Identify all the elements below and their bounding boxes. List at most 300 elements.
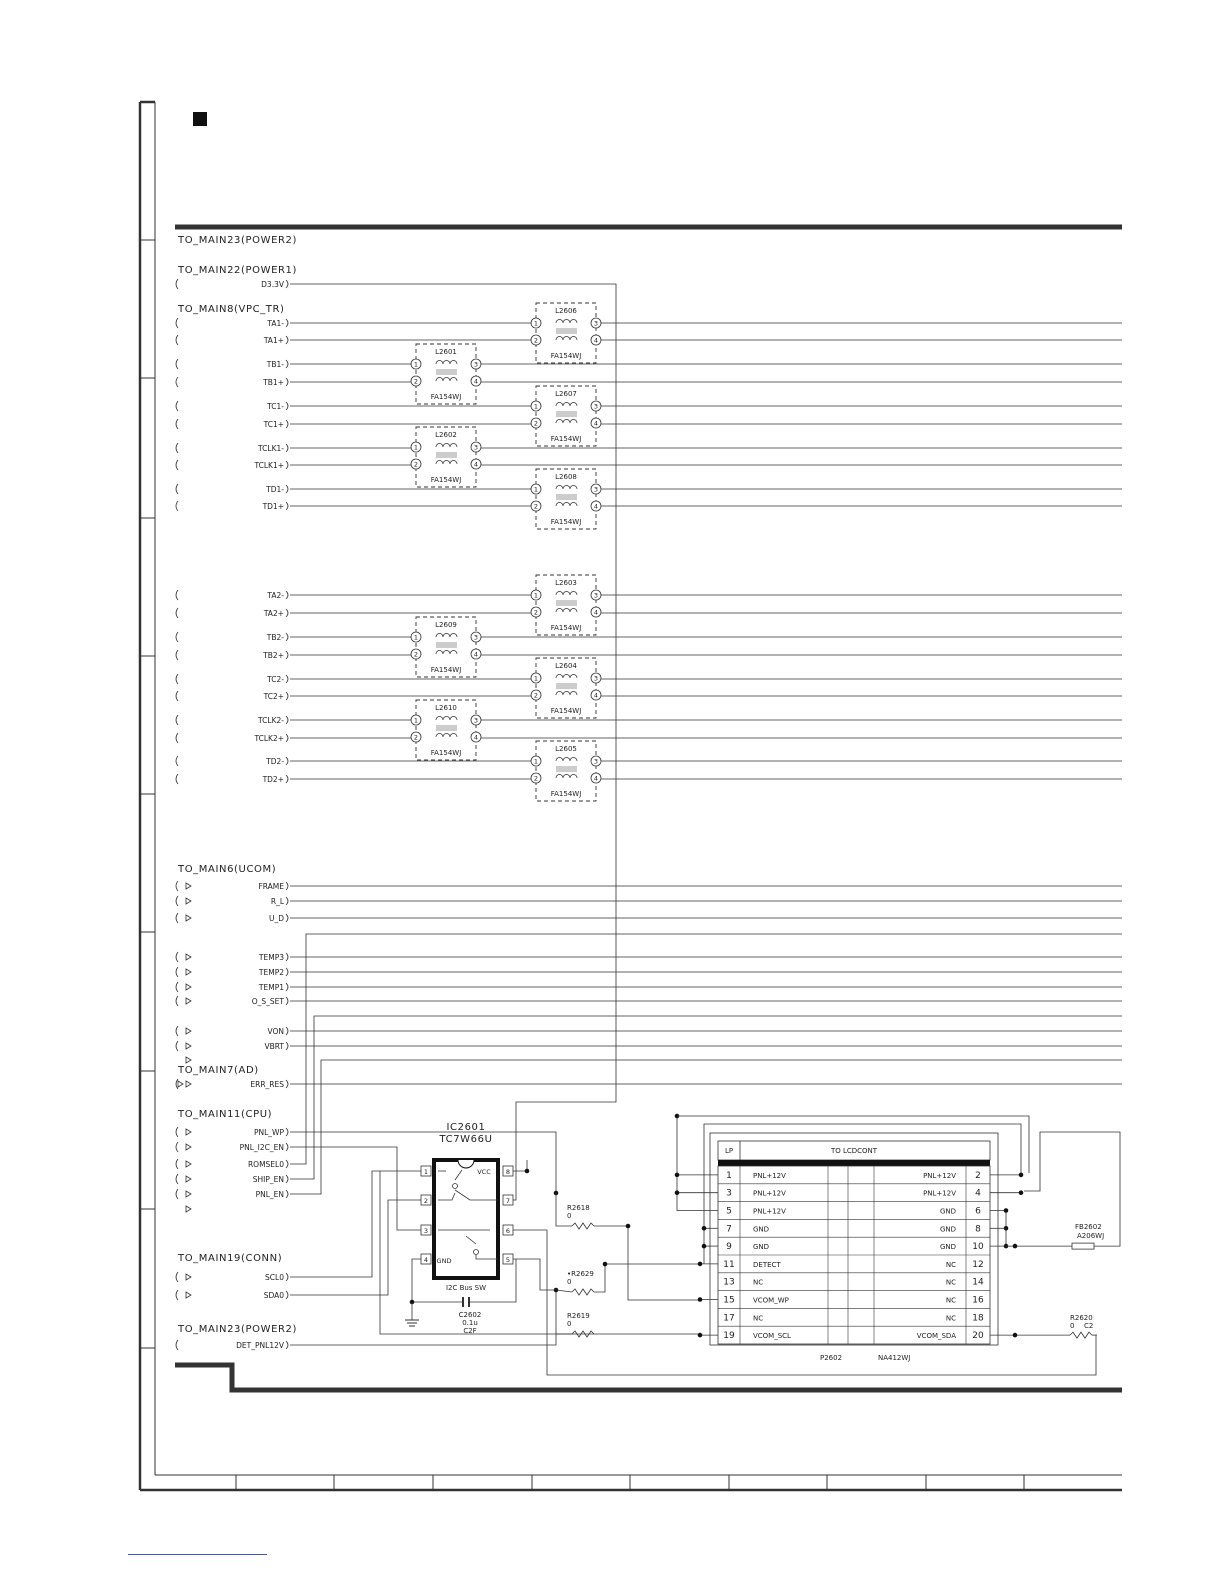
coil-icon — [556, 486, 563, 489]
coil-icon — [563, 337, 570, 341]
junction-dot — [1013, 1244, 1018, 1249]
signal-label-2-10: TA2- — [267, 591, 284, 600]
connector-signal-left-0: PNL+12V — [753, 1171, 786, 1180]
coil-icon — [443, 444, 450, 447]
signal-label-7-0: DET_PNL12V — [236, 1341, 284, 1350]
filter-part-2: FA154WJ — [550, 435, 582, 443]
coil-icon — [436, 444, 443, 447]
junction-dot — [698, 1333, 703, 1338]
group-header-2: TO_MAIN8(VPC_TR) — [178, 304, 285, 315]
filter-ref-4: L2608 — [555, 473, 577, 481]
output-arrow-icon — [186, 998, 191, 1004]
signal-label-4-0: ERR_RES — [250, 1080, 284, 1089]
resistor-ref-3: R2620 — [1070, 1314, 1093, 1322]
coil-icon — [443, 717, 450, 721]
ic-ref: IC2601 — [446, 1122, 486, 1133]
signal-label-2-9: TD1+ — [262, 502, 284, 511]
input-arrow-icon — [178, 1081, 183, 1087]
port-bracket — [286, 1175, 288, 1183]
filter-part-6: FA154WJ — [430, 666, 462, 674]
port-bracket — [286, 914, 288, 922]
filter-pin-number: 2 — [533, 419, 539, 428]
port-bracket — [286, 692, 288, 700]
coil-icon — [563, 592, 570, 596]
resistor-value-0: 0 — [567, 1212, 572, 1220]
port-bracket — [176, 1026, 178, 1036]
port-bracket — [176, 1290, 178, 1300]
connector-pin-left-5: 11 — [723, 1259, 735, 1270]
resistor-ref-2: R2619 — [567, 1312, 590, 1320]
coil-icon — [450, 634, 457, 637]
signal-label-2-7: TCLK1+ — [254, 461, 284, 470]
connector-header-title: TO LCDCONT — [830, 1147, 878, 1155]
port-bracket — [176, 608, 178, 618]
port-bracket — [176, 650, 178, 660]
bottom-bus-bar — [175, 1365, 1122, 1390]
resistor-symbol — [572, 1289, 594, 1295]
port-bracket — [286, 280, 288, 288]
coil-icon — [443, 651, 450, 655]
junction-dot — [702, 1244, 707, 1249]
ic-internal — [438, 1193, 455, 1200]
page-footer-link[interactable] — [128, 1554, 267, 1555]
signal-label-5-3: SHIP_EN — [252, 1175, 284, 1184]
connector-pin-right-3: 8 — [975, 1224, 981, 1235]
filter-part-1: FA154WJ — [430, 393, 462, 401]
port-bracket — [286, 378, 288, 386]
filter-pin-number: 1 — [533, 319, 539, 328]
signal-label-2-14: TC2- — [267, 675, 284, 684]
signal-label-5-4: PNL_EN — [255, 1190, 284, 1199]
group-header-4: TO_MAIN7(AD) — [178, 1065, 259, 1076]
junction-dot — [1019, 1190, 1024, 1195]
filter-pin-number: 1 — [533, 757, 539, 766]
port-bracket — [176, 982, 178, 992]
ic-pin-number-6: 7 — [505, 1197, 511, 1205]
filter-pin-number: 2 — [533, 691, 539, 700]
filter-pin-number: 4 — [593, 691, 599, 700]
port-bracket — [176, 632, 178, 642]
coil-icon — [436, 717, 443, 721]
port-bracket — [286, 1160, 288, 1168]
filter-pin-number: 4 — [593, 502, 599, 511]
connector-signal-right-7: NC — [945, 1296, 956, 1305]
wire-vcom-wp — [594, 1226, 700, 1300]
filter-pin-number: 3 — [473, 443, 479, 452]
port-bracket — [176, 952, 178, 962]
ic-internal — [476, 1255, 498, 1259]
connector-pin-left-6: 13 — [723, 1277, 735, 1288]
filter-ref-6: L2609 — [435, 621, 457, 629]
signal-label-2-16: TCLK2- — [258, 716, 284, 725]
signal-label-3-2: U_D — [268, 914, 284, 923]
signal-label-2-19: TD2+ — [262, 775, 284, 784]
port-bracket — [286, 1273, 288, 1281]
coil-icon — [443, 461, 450, 464]
cap-value: 0.1u — [462, 1319, 478, 1327]
connector-signal-right-2: GND — [939, 1207, 956, 1216]
connector-pin-right-8: 18 — [972, 1313, 984, 1324]
output-arrow-icon — [186, 1043, 191, 1049]
wire-r2629 — [556, 1290, 572, 1292]
coil-icon — [450, 361, 457, 364]
connector-header-lp: LP — [724, 1147, 734, 1155]
filter-pin-number: 4 — [473, 460, 479, 469]
connector-signal-left-4: GND — [753, 1243, 770, 1252]
filter-part-7: FA154WJ — [550, 707, 582, 715]
resistor-symbol — [572, 1223, 594, 1229]
wire-ic5 — [513, 1259, 556, 1290]
coil-icon — [556, 675, 563, 679]
filter-pin-number: 3 — [593, 757, 599, 766]
wire-vcom-scl — [700, 1334, 718, 1335]
filter-ref-7: L2604 — [555, 662, 577, 670]
ic-pin-number-7: 8 — [505, 1168, 511, 1176]
port-bracket — [286, 1080, 288, 1088]
connector-signal-left-3: GND — [753, 1225, 770, 1234]
output-arrow-icon — [186, 984, 191, 990]
junction-dot — [1004, 1208, 1009, 1213]
output-arrow-icon — [186, 1028, 191, 1034]
signal-label-6-0: SCL0 — [265, 1273, 284, 1282]
coil-icon — [570, 609, 577, 613]
coil-icon — [450, 734, 457, 737]
port-bracket — [286, 997, 288, 1005]
port-bracket — [286, 319, 288, 327]
coil-icon — [450, 444, 457, 447]
output-arrow-icon — [186, 1292, 191, 1298]
port-bracket — [176, 691, 178, 701]
connector-signal-right-1: PNL+12V — [923, 1189, 956, 1198]
port-bracket — [176, 1272, 178, 1282]
filter-pin-number: 3 — [593, 319, 599, 328]
port-bracket — [176, 377, 178, 387]
coil-icon — [563, 775, 570, 779]
cap-type: C2F — [463, 1327, 477, 1335]
port-bracket — [286, 336, 288, 344]
signal-label-2-4: TC1- — [267, 402, 284, 411]
resistor-ref-0: R2618 — [567, 1204, 590, 1212]
connector-pin-right-0: 2 — [975, 1170, 981, 1181]
port-bracket — [286, 1291, 288, 1299]
coil-icon — [443, 634, 450, 637]
group-header-5: TO_MAIN11(CPU) — [178, 1109, 273, 1120]
connector-signal-right-9: VCOM_SDA — [916, 1332, 956, 1341]
coil-icon — [570, 675, 577, 679]
coil-icon — [563, 609, 570, 613]
connector-signal-left-1: PNL+12V — [753, 1189, 786, 1198]
connector-pin-left-3: 7 — [726, 1224, 732, 1235]
coil-icon — [436, 651, 443, 655]
coil-icon — [570, 592, 577, 596]
wire-romsel0 — [290, 934, 1122, 1164]
connector-signal-right-6: NC — [945, 1278, 956, 1287]
port-bracket — [176, 401, 178, 411]
coil-icon — [556, 609, 563, 613]
output-arrow-icon — [186, 898, 191, 904]
port-bracket — [286, 983, 288, 991]
port-bracket — [176, 996, 178, 1006]
port-bracket — [176, 419, 178, 429]
ic-pin-number-0: 1 — [423, 1168, 429, 1176]
coil-icon — [436, 461, 443, 464]
port-bracket — [286, 1027, 288, 1035]
ic-gnd-label: GND — [436, 1257, 452, 1265]
junction-dot — [1019, 1173, 1024, 1178]
signal-label-6-1: SDA0 — [263, 1291, 284, 1300]
filter-pin-number: 2 — [413, 460, 419, 469]
port-bracket — [286, 502, 288, 510]
signal-label-1-0: D3.3V — [261, 280, 284, 289]
ic-pin-number-5: 6 — [505, 1227, 511, 1235]
junction-dot — [698, 1262, 703, 1267]
output-arrow-icon — [186, 969, 191, 975]
wire-pnl12v — [677, 1116, 718, 1211]
coil-icon — [570, 403, 577, 406]
port-bracket — [286, 757, 288, 765]
ic-vcc-label: VCC — [477, 1168, 491, 1176]
ferrite-part: A206WJ — [1077, 1232, 1105, 1240]
signal-label-5-2: ROMSEL0 — [247, 1160, 284, 1169]
port-bracket — [286, 633, 288, 641]
connector-header-bar — [718, 1160, 990, 1166]
filter-pin-number: 2 — [413, 733, 419, 742]
filter-ref-9: L2605 — [555, 745, 577, 753]
filter-pin-number: 2 — [533, 502, 539, 511]
connector-signal-left-9: VCOM_SCL — [753, 1332, 791, 1341]
port-bracket — [176, 318, 178, 328]
coil-icon — [563, 320, 570, 323]
junction-dot — [675, 1190, 680, 1195]
group-header-7: TO_MAIN23(POWER2) — [178, 1324, 298, 1335]
filter-pin-number: 4 — [593, 336, 599, 345]
wire-scl0 — [290, 1171, 421, 1277]
group-header-3: TO_MAIN6(UCOM) — [178, 864, 277, 875]
coil-icon — [450, 717, 457, 721]
coil-icon — [563, 420, 570, 424]
coil-icon — [570, 503, 577, 506]
coil-icon — [450, 461, 457, 464]
ic-pin-number-2: 3 — [423, 1227, 429, 1235]
coil-icon — [563, 692, 570, 695]
filter-part-5: FA154WJ — [550, 624, 582, 632]
filter-pin-number: 3 — [593, 485, 599, 494]
connector-pin-right-4: 10 — [972, 1242, 984, 1253]
coil-icon — [570, 337, 577, 341]
port-bracket — [286, 953, 288, 961]
filter-pin-number: 1 — [533, 485, 539, 494]
signal-label-3-0: FRAME — [258, 882, 284, 891]
filter-pin-number: 3 — [593, 402, 599, 411]
port-bracket — [176, 967, 178, 977]
filter-pin-number: 1 — [413, 360, 419, 369]
signal-label-3-6: O_S_SET — [251, 997, 284, 1006]
connector-signal-right-3: GND — [939, 1225, 956, 1234]
coil-icon — [556, 758, 563, 762]
wire-vcc — [513, 1160, 527, 1171]
coil-icon — [443, 378, 450, 382]
coil-icon — [570, 758, 577, 762]
junction-dot — [603, 1262, 608, 1267]
wire-pnl-en — [290, 1060, 1122, 1194]
coil-icon — [436, 634, 443, 637]
port-bracket — [286, 1341, 288, 1349]
output-arrow-icon — [186, 1161, 191, 1167]
filter-part-8: FA154WJ — [430, 749, 462, 757]
group-header-6: TO_MAIN19(CONN) — [178, 1253, 283, 1264]
port-bracket — [286, 609, 288, 617]
port-bracket — [286, 420, 288, 428]
ic-pin-number-4: 5 — [505, 1256, 511, 1264]
port-bracket — [176, 756, 178, 766]
signal-label-2-0: TA1- — [267, 319, 284, 328]
switch-contact — [453, 1184, 458, 1189]
connector-signal-left-5: DETECT — [753, 1260, 781, 1269]
filter-ref-2: L2607 — [555, 390, 577, 398]
coil-icon — [450, 378, 457, 382]
wire-fb-out — [1024, 1132, 1120, 1246]
output-arrow-icon — [186, 1144, 191, 1150]
output-arrow-icon — [186, 1176, 191, 1182]
output-arrow-icon — [186, 1206, 191, 1212]
output-arrow-icon — [186, 915, 191, 921]
filter-part-4: FA154WJ — [550, 518, 582, 526]
port-bracket — [286, 402, 288, 410]
connector-part: NA412WJ — [878, 1354, 911, 1362]
wire-detect — [594, 1264, 700, 1292]
connector-pin-right-2: 6 — [975, 1206, 981, 1217]
connector-signal-right-4: GND — [939, 1243, 956, 1252]
signal-label-2-13: TB2+ — [263, 651, 284, 660]
port-bracket — [286, 675, 288, 683]
coil-icon — [556, 592, 563, 596]
filter-part-9: FA154WJ — [550, 790, 582, 798]
filter-pin-number: 3 — [473, 716, 479, 725]
connector-ref: P2602 — [820, 1354, 843, 1362]
connector-signal-left-6: NC — [753, 1278, 764, 1287]
filter-pin-number: 2 — [533, 774, 539, 783]
filter-ref-0: L2606 — [555, 307, 577, 315]
signal-label-3-3: TEMP3 — [258, 953, 284, 962]
port-bracket — [286, 1042, 288, 1050]
connector-pin-left-1: 3 — [726, 1188, 732, 1199]
port-bracket — [176, 484, 178, 494]
port-bracket — [176, 359, 178, 369]
port-bracket — [286, 1128, 288, 1136]
coil-icon — [436, 378, 443, 382]
signal-label-3-8: VBRT — [264, 1042, 284, 1051]
filter-pin-number: 1 — [413, 716, 419, 725]
port-bracket — [286, 882, 288, 890]
section-marker-square — [193, 112, 207, 126]
coil-icon — [563, 675, 570, 679]
output-arrow-icon — [186, 1191, 191, 1197]
port-bracket — [176, 1340, 178, 1350]
port-bracket — [286, 651, 288, 659]
junction-dot — [675, 1173, 680, 1178]
port-bracket — [286, 591, 288, 599]
port-bracket — [176, 881, 178, 891]
resistor-value-1: 0 — [567, 1278, 572, 1286]
signal-label-2-11: TA2+ — [263, 609, 284, 618]
signal-label-2-2: TB1- — [266, 360, 284, 369]
filter-ref-8: L2610 — [435, 704, 457, 712]
ic-pin-number-1: 2 — [423, 1197, 429, 1205]
coil-icon — [450, 651, 457, 655]
ferrite-ref: FB2602 — [1075, 1223, 1102, 1231]
filter-pin-number: 2 — [533, 336, 539, 345]
filter-pin-number: 1 — [533, 402, 539, 411]
signal-label-5-0: PNL_WP — [254, 1128, 284, 1137]
port-bracket — [286, 734, 288, 742]
coil-icon — [570, 692, 577, 695]
port-bracket — [176, 590, 178, 600]
port-bracket — [286, 897, 288, 905]
filter-pin-number: 3 — [593, 674, 599, 683]
signal-label-3-1: R_L — [270, 897, 284, 906]
connector-pin-right-1: 4 — [975, 1188, 981, 1199]
filter-pin-number: 1 — [413, 633, 419, 642]
connector-pin-left-7: 15 — [723, 1295, 735, 1306]
signal-label-3-7: VON — [267, 1027, 284, 1036]
coil-icon — [563, 758, 570, 762]
signal-label-2-3: TB1+ — [263, 378, 284, 387]
output-arrow-icon — [186, 1274, 191, 1280]
output-arrow-icon — [186, 954, 191, 960]
port-bracket — [176, 774, 178, 784]
coil-icon — [556, 403, 563, 406]
connector-signal-right-0: PNL+12V — [923, 1171, 956, 1180]
resistor-value-2: 0 — [567, 1320, 572, 1328]
port-bracket — [176, 913, 178, 923]
coil-icon — [556, 775, 563, 779]
coil-icon — [570, 486, 577, 489]
filter-part-0: FA154WJ — [550, 352, 582, 360]
filter-pin-number: 4 — [593, 608, 599, 617]
wire-d33v — [290, 284, 616, 1170]
connector-pin-right-7: 16 — [972, 1295, 984, 1306]
filter-pin-number: 3 — [593, 591, 599, 600]
port-bracket — [176, 279, 178, 289]
signal-label-2-12: TB2- — [266, 633, 284, 642]
cap-ref: C2602 — [458, 1311, 482, 1319]
signal-label-2-8: TD1- — [266, 485, 284, 494]
filter-pin-number: 4 — [473, 733, 479, 742]
output-arrow-icon — [186, 1057, 191, 1063]
coil-icon — [436, 361, 443, 364]
filter-pin-number: 1 — [533, 591, 539, 600]
wire-gnd — [412, 1259, 434, 1302]
filter-pin-number: 4 — [473, 377, 479, 386]
port-bracket — [176, 1189, 178, 1199]
filter-pin-number: 4 — [593, 774, 599, 783]
port-bracket — [286, 716, 288, 724]
connector-pin-right-6: 14 — [972, 1277, 984, 1288]
filter-pin-number: 4 — [473, 650, 479, 659]
signal-label-3-5: TEMP1 — [258, 983, 284, 992]
port-bracket — [176, 715, 178, 725]
coil-icon — [570, 420, 577, 424]
coil-icon — [556, 692, 563, 695]
port-bracket — [176, 733, 178, 743]
signal-label-2-6: TCLK1- — [258, 444, 284, 453]
resistor-symbol — [1070, 1332, 1092, 1338]
signal-label-3-4: TEMP2 — [258, 968, 284, 977]
group-header-0: TO_MAIN23(POWER2) — [178, 235, 298, 246]
port-bracket — [176, 460, 178, 470]
wire-ship-en — [290, 1016, 1122, 1179]
port-bracket — [176, 674, 178, 684]
